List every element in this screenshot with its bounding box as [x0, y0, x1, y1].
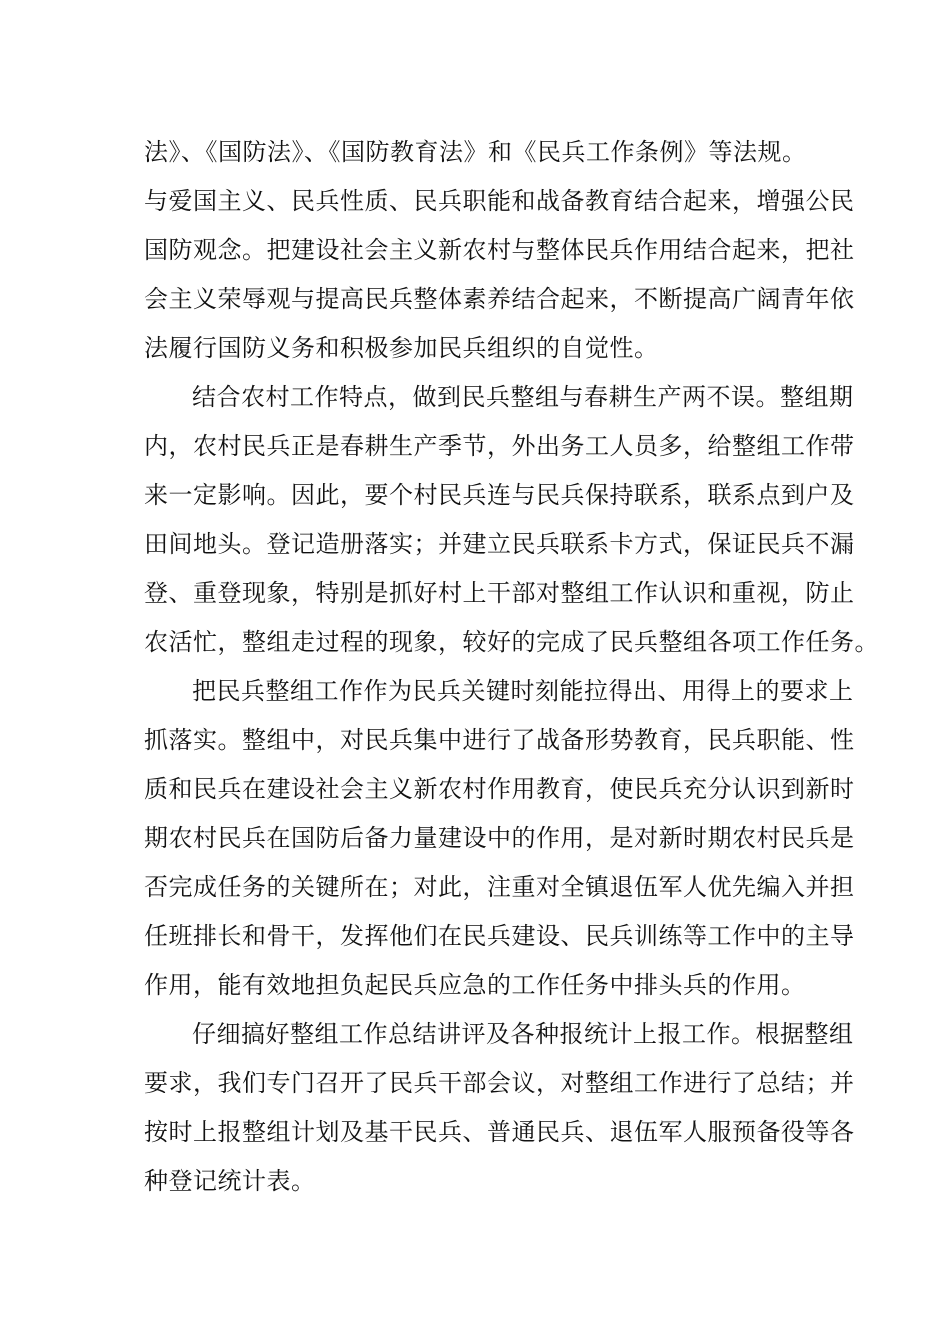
text-line: 要求，我们专门召开了民兵干部会议，对整组工作进行了总结；并	[144, 1069, 855, 1097]
document-body	[144, 128, 879, 1206]
text-line: 来一定影响。因此，要个村民兵连与民兵保持联系，联系点到户及	[144, 481, 855, 509]
text-line: 按时上报整组计划及基干民兵、普通民兵、退伍军人服预备役等各	[144, 1118, 855, 1146]
text-line: 登、重登现象，特别是抓好村上干部对整组工作认识和重视，防止	[144, 579, 855, 607]
text-line: 种登记统计表。	[144, 1167, 316, 1195]
paragraph-first-line: 把民兵整组工作作为民兵关键时刻能拉得出、用得上的要求上	[192, 677, 854, 705]
text-line: 期农村民兵在国防后备力量建设中的作用，是对新时期农村民兵是	[144, 824, 855, 852]
text-line: 法》、《国防法》、《国防教育法》和《民兵工作条例》等法规。	[144, 138, 807, 166]
text-line: 否完成任务的关键所在；对此，注重对全镇退伍军人优先编入并担	[144, 873, 855, 901]
paragraph-first-line: 仔细搞好整组工作总结讲评及各种报统计上报工作。根据整组	[192, 1020, 854, 1048]
text-line: 国防观念。把建设社会主义新农村与整体民兵作用结合起来，把社	[144, 236, 855, 264]
paragraph-first-line: 结合农村工作特点，做到民兵整组与春耕生产两不误。整组期	[192, 383, 854, 411]
text-line: 与爱国主义、民兵性质、民兵职能和战备教育结合起来，增强公民	[144, 187, 855, 215]
text-line: 农活忙，整组走过程的现象，较好的完成了民兵整组各项工作任务。	[144, 628, 879, 656]
text-line: 法履行国防义务和积极参加民兵组织的自觉性。	[144, 334, 659, 362]
text-line: 作用，能有效地担负起民兵应急的工作任务中排头兵的作用。	[144, 971, 806, 999]
text-line: 抓落实。整组中，对民兵集中进行了战备形势教育，民兵职能、性	[144, 726, 855, 754]
text-line: 田间地头。登记造册落实；并建立民兵联系卡方式，保证民兵不漏	[144, 530, 855, 558]
text-line: 质和民兵在建设社会主义新农村作用教育，使民兵充分认识到新时	[144, 775, 855, 803]
text-line: 任班排长和骨干，发挥他们在民兵建设、民兵训练等工作中的主导	[144, 922, 855, 950]
text-line: 会主义荣辱观与提高民兵整体素养结合起来，不断提高广阔青年依	[144, 285, 855, 313]
text-line: 内，农村民兵正是春耕生产季节，外出务工人员多，给整组工作带	[144, 432, 855, 460]
